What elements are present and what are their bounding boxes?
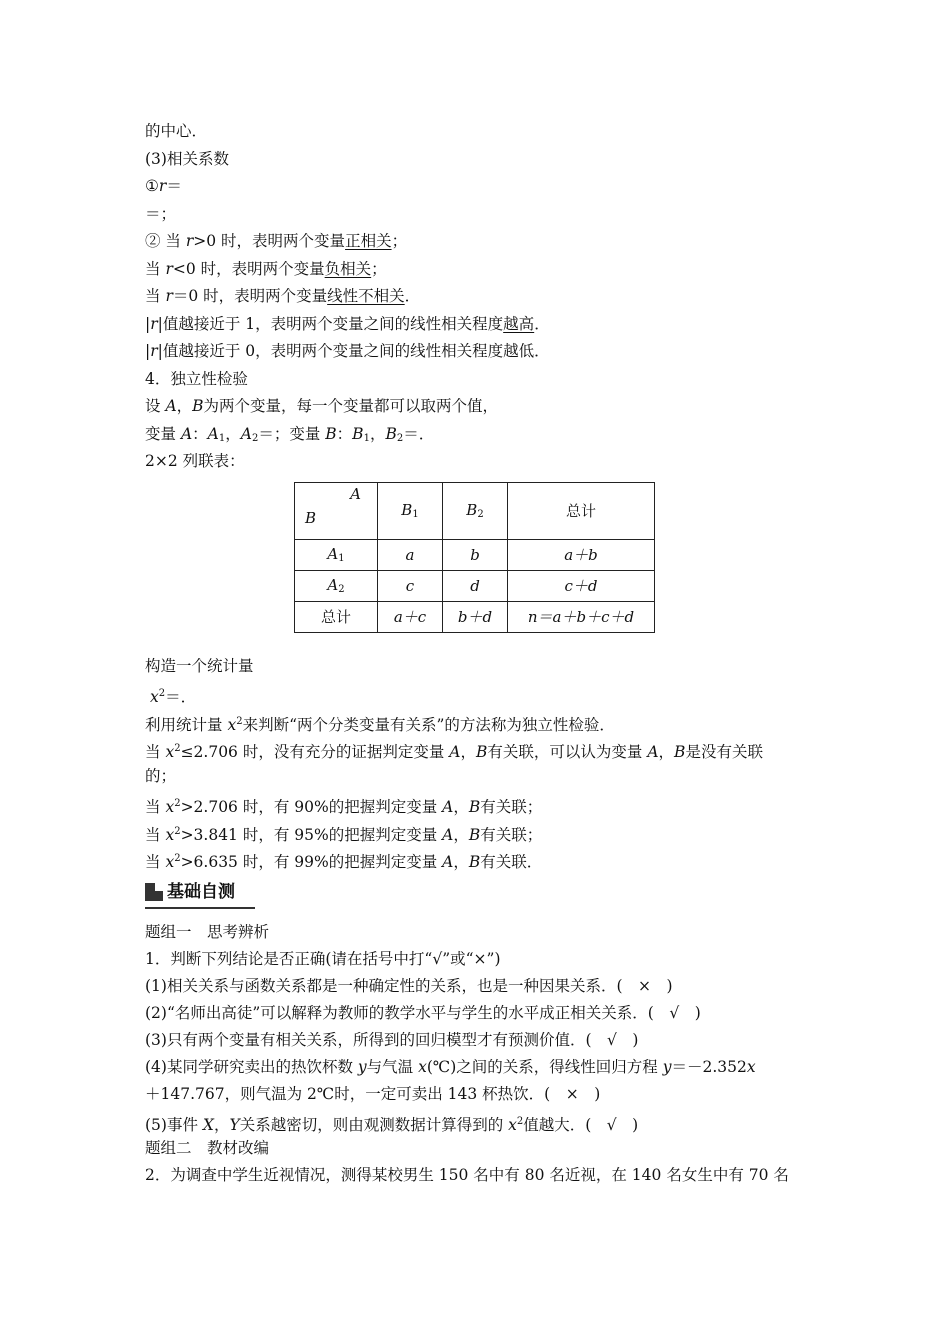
- math-var: r: [185, 232, 194, 250]
- formula-line: [145, 173, 815, 201]
- math-var: B: [468, 825, 481, 844]
- table-row: [295, 570, 655, 601]
- text: 2．为调查中学生近视情况，测得某校男生 150 名中有 80 名近视，在 140 名女生中有 70 名: [145, 1165, 789, 1184]
- text: ＝；: [145, 204, 177, 223]
- superscript: 2: [174, 825, 181, 837]
- table-cell: b: [443, 539, 508, 570]
- table-header-cell: [443, 482, 508, 539]
- math-var: Y: [229, 1115, 240, 1134]
- text-line: [145, 763, 815, 791]
- math-var: x: [508, 1115, 517, 1134]
- table-cell: 总计: [295, 601, 378, 632]
- table-cell: a: [378, 539, 443, 570]
- math-var: r: [158, 177, 167, 195]
- text: ＝．: [403, 424, 435, 443]
- table-cell: [295, 570, 378, 601]
- text: ．: [404, 287, 421, 305]
- text: |: [145, 342, 151, 360]
- text: 变量: [145, 424, 181, 443]
- text: >0 时，表明两个变量: [193, 232, 346, 250]
- text: 2×2 列联表：: [145, 452, 245, 470]
- math-var: B: [468, 798, 481, 816]
- text-line: [145, 311, 815, 339]
- text-line: [145, 708, 815, 736]
- math-var: y: [357, 1057, 367, 1076]
- section-title: 基础自测: [167, 881, 235, 902]
- text: 有关联，可以认为变量: [487, 743, 648, 761]
- text: ．: [534, 314, 550, 333]
- table-header-row: [295, 482, 655, 539]
- text: 有关联；: [480, 825, 543, 844]
- math-var: r: [150, 342, 158, 360]
- superscript: 2: [516, 1115, 524, 1127]
- text: ，: [453, 853, 469, 871]
- text: 利用统计量: [145, 715, 228, 734]
- corner-label-a: A: [350, 484, 361, 503]
- table-cell: [295, 539, 378, 570]
- text: ；: [371, 259, 387, 278]
- math-var: X: [202, 1115, 214, 1134]
- text: ＝．: [165, 688, 197, 706]
- math-var: x: [227, 715, 237, 734]
- section-header: [145, 877, 815, 909]
- statement: [145, 1000, 815, 1027]
- section-heading: [145, 366, 815, 394]
- spacer: [145, 909, 815, 919]
- table-cell: a＋b: [508, 539, 655, 570]
- text: 有关联；: [480, 798, 543, 816]
- text-line: [145, 818, 815, 846]
- table-row: [295, 539, 655, 570]
- text: ，: [453, 798, 469, 816]
- math-var: A: [442, 798, 454, 816]
- text: >6.635 时，有 99%的把握判定变量: [180, 853, 443, 871]
- math-var: r: [150, 314, 158, 333]
- subsection-heading: [145, 146, 815, 174]
- text: ，: [213, 1115, 230, 1134]
- text: >2.706 时，有 90%的把握判定变量: [180, 798, 443, 816]
- table-cell: d: [443, 570, 508, 601]
- text: 设: [145, 397, 166, 415]
- contingency-table: [294, 482, 655, 633]
- section-rule: [145, 907, 255, 909]
- text: (3)只有两个变量有相关关系，所得到的回归模型才有预测价值．( √ ): [145, 1030, 639, 1049]
- text: |: [145, 314, 151, 333]
- text: |值越接近于 0，表明两个变量之间的线性相关程度越低．: [157, 342, 550, 360]
- table-header-cell: [378, 482, 443, 539]
- superscript: 2: [174, 853, 181, 864]
- superscript: 2: [158, 688, 166, 699]
- text-line: [145, 421, 815, 449]
- statement: [145, 973, 815, 1000]
- text: (℃)之间的关系，得线性回归方程: [426, 1057, 663, 1076]
- text: 是没有关联: [685, 743, 763, 761]
- math-var: r: [165, 259, 173, 278]
- text: 题组二 教材改编: [145, 1138, 270, 1157]
- math-var: x: [165, 798, 175, 816]
- math-var: A: [207, 424, 219, 443]
- text: ＝0 时，表明两个变量: [172, 287, 328, 305]
- spacer: [145, 633, 815, 653]
- math-var: A: [240, 424, 252, 443]
- text: ＝: [166, 177, 182, 195]
- text-line: [145, 228, 815, 256]
- subscript: 2: [251, 432, 259, 444]
- text: (1)相关关系与函数关系都是一种确定性的关系，也是一种因果关系．( × ): [145, 976, 673, 995]
- section-square-icon: [145, 883, 163, 901]
- text: |值越接近于 1，表明两个变量之间的线性相关程度: [157, 314, 504, 333]
- text: ：: [192, 424, 208, 443]
- table-cell: c＋d: [508, 570, 655, 601]
- text: 与气温: [366, 1057, 419, 1076]
- underlined-term: 正相关: [345, 232, 392, 250]
- math-var: x: [746, 1057, 756, 1076]
- text: ，: [369, 424, 386, 443]
- statement-continued: [145, 1081, 815, 1108]
- text: ＋147.767，则气温为 2℃时，一定可卖出 143 杯热饮．( × ): [145, 1084, 601, 1103]
- document-page: [145, 118, 815, 1189]
- math-var: y: [662, 1057, 672, 1076]
- math-var: A: [442, 825, 454, 844]
- text: 为两个变量，每一个变量都可以取两个值，: [203, 397, 499, 415]
- table-row: [295, 601, 655, 632]
- text-line: [145, 118, 815, 146]
- table-header-cell: [508, 482, 655, 539]
- corner-labels: [295, 483, 377, 539]
- math-var: A: [442, 853, 454, 871]
- text-line: [145, 256, 815, 284]
- table-cell: a＋c: [378, 601, 443, 632]
- text: 的中心．: [145, 122, 208, 140]
- text: 1．判断下列结论是否正确(请在括号中打“√”或“×”): [145, 949, 501, 968]
- text: (5)事件: [145, 1115, 203, 1134]
- text-line: [145, 283, 815, 311]
- corner-label-b: B: [305, 508, 317, 527]
- math-var: x: [149, 688, 159, 706]
- underlined-term: 负相关: [324, 259, 372, 278]
- text: ＝；变量: [258, 424, 326, 443]
- math-var: A: [647, 743, 659, 761]
- text-line: [145, 448, 815, 476]
- text: 题组一 思考辨析: [145, 922, 270, 941]
- superscript: 2: [174, 798, 181, 809]
- text: ，: [460, 743, 476, 761]
- text: >3.841 时，有 95%的把握判定变量: [180, 825, 443, 844]
- text: 当: [145, 798, 166, 816]
- text: 当: [145, 259, 166, 278]
- math-var: x: [165, 853, 175, 871]
- text: 4．独立性检验: [145, 369, 248, 388]
- table-corner-cell: [295, 482, 378, 539]
- math-var: B: [468, 853, 481, 871]
- subscript: 1: [218, 432, 226, 444]
- subscript: 1: [338, 553, 345, 564]
- text: 当: [145, 287, 166, 305]
- text: ，: [453, 825, 469, 844]
- question: [145, 1162, 815, 1189]
- math-var: x: [418, 1057, 427, 1076]
- math-var: B: [401, 501, 413, 519]
- text: 当: [145, 743, 166, 761]
- text: <0 时，表明两个变量: [172, 259, 325, 278]
- math-var: A: [327, 545, 339, 563]
- table-cell: b＋d: [443, 601, 508, 632]
- text: 值越大．( √ ): [523, 1115, 639, 1134]
- text: ，: [225, 424, 241, 443]
- underlined-term: 线性不相关: [327, 287, 405, 305]
- question: [145, 946, 815, 973]
- text: 当: [145, 853, 166, 871]
- text: ，: [658, 743, 675, 761]
- text: (3)相关系数: [145, 149, 229, 168]
- math-var: x: [165, 743, 175, 761]
- text: ：: [336, 424, 353, 443]
- text-line: [145, 393, 815, 421]
- text: 的；: [145, 766, 177, 785]
- text: 当: [145, 825, 166, 844]
- table-cell: c: [378, 570, 443, 601]
- superscript: 2: [174, 743, 181, 754]
- text: 关系越密切，则由观测数据计算得到的: [239, 1115, 509, 1134]
- statement: [145, 1054, 815, 1081]
- formula-line: [145, 201, 815, 229]
- text: ≤2.706 时，没有充分的证据判定变量: [180, 743, 450, 761]
- text: ，: [176, 397, 193, 415]
- text: ＝－2.352: [671, 1057, 747, 1076]
- subscript: 1: [412, 509, 419, 520]
- text: 来判断“两个分类变量有关系”的方法称为独立性检验．: [242, 715, 615, 734]
- text-line: [145, 735, 815, 763]
- math-var: B: [674, 743, 686, 761]
- math-var: B: [466, 501, 478, 519]
- text-line: [145, 338, 815, 366]
- text: (4)某同学研究卖出的热饮杯数: [145, 1057, 358, 1076]
- text: (2)“名师出高徒”可以解释为教师的教学水平与学生的水平成正相关关系．( √ ): [145, 1003, 701, 1022]
- math-var: A: [165, 397, 177, 415]
- math-var: r: [165, 287, 173, 305]
- statement: [145, 1108, 815, 1135]
- text: ② 当: [145, 232, 186, 250]
- group-heading: [145, 919, 815, 946]
- math-var: B: [385, 424, 397, 443]
- superscript: 2: [236, 715, 243, 727]
- math-var: A: [449, 743, 461, 761]
- math-var: B: [325, 424, 337, 443]
- text-line: [145, 845, 815, 873]
- text-line: [145, 653, 815, 681]
- text: 总计: [565, 502, 596, 520]
- math-var: x: [165, 825, 175, 844]
- group-heading: [145, 1135, 815, 1162]
- subscript: 1: [363, 432, 370, 444]
- text: 构造一个统计量: [145, 656, 254, 675]
- subscript: 2: [477, 509, 484, 520]
- text-line: [145, 790, 815, 818]
- math-var: B: [192, 397, 204, 415]
- statement: [145, 1027, 815, 1054]
- underlined-term: 越高: [503, 314, 535, 333]
- math-var: B: [352, 424, 364, 443]
- text: ；: [391, 232, 408, 250]
- math-var: A: [180, 424, 193, 443]
- math-var: B: [476, 743, 488, 761]
- math-var: A: [327, 576, 339, 594]
- text: 有关联．: [480, 853, 543, 871]
- subscript: 2: [396, 432, 404, 444]
- formula-line: [145, 680, 815, 708]
- subscript: 2: [338, 584, 345, 595]
- table-cell: n＝a＋b＋c＋d: [508, 601, 655, 632]
- text: ①: [145, 177, 159, 195]
